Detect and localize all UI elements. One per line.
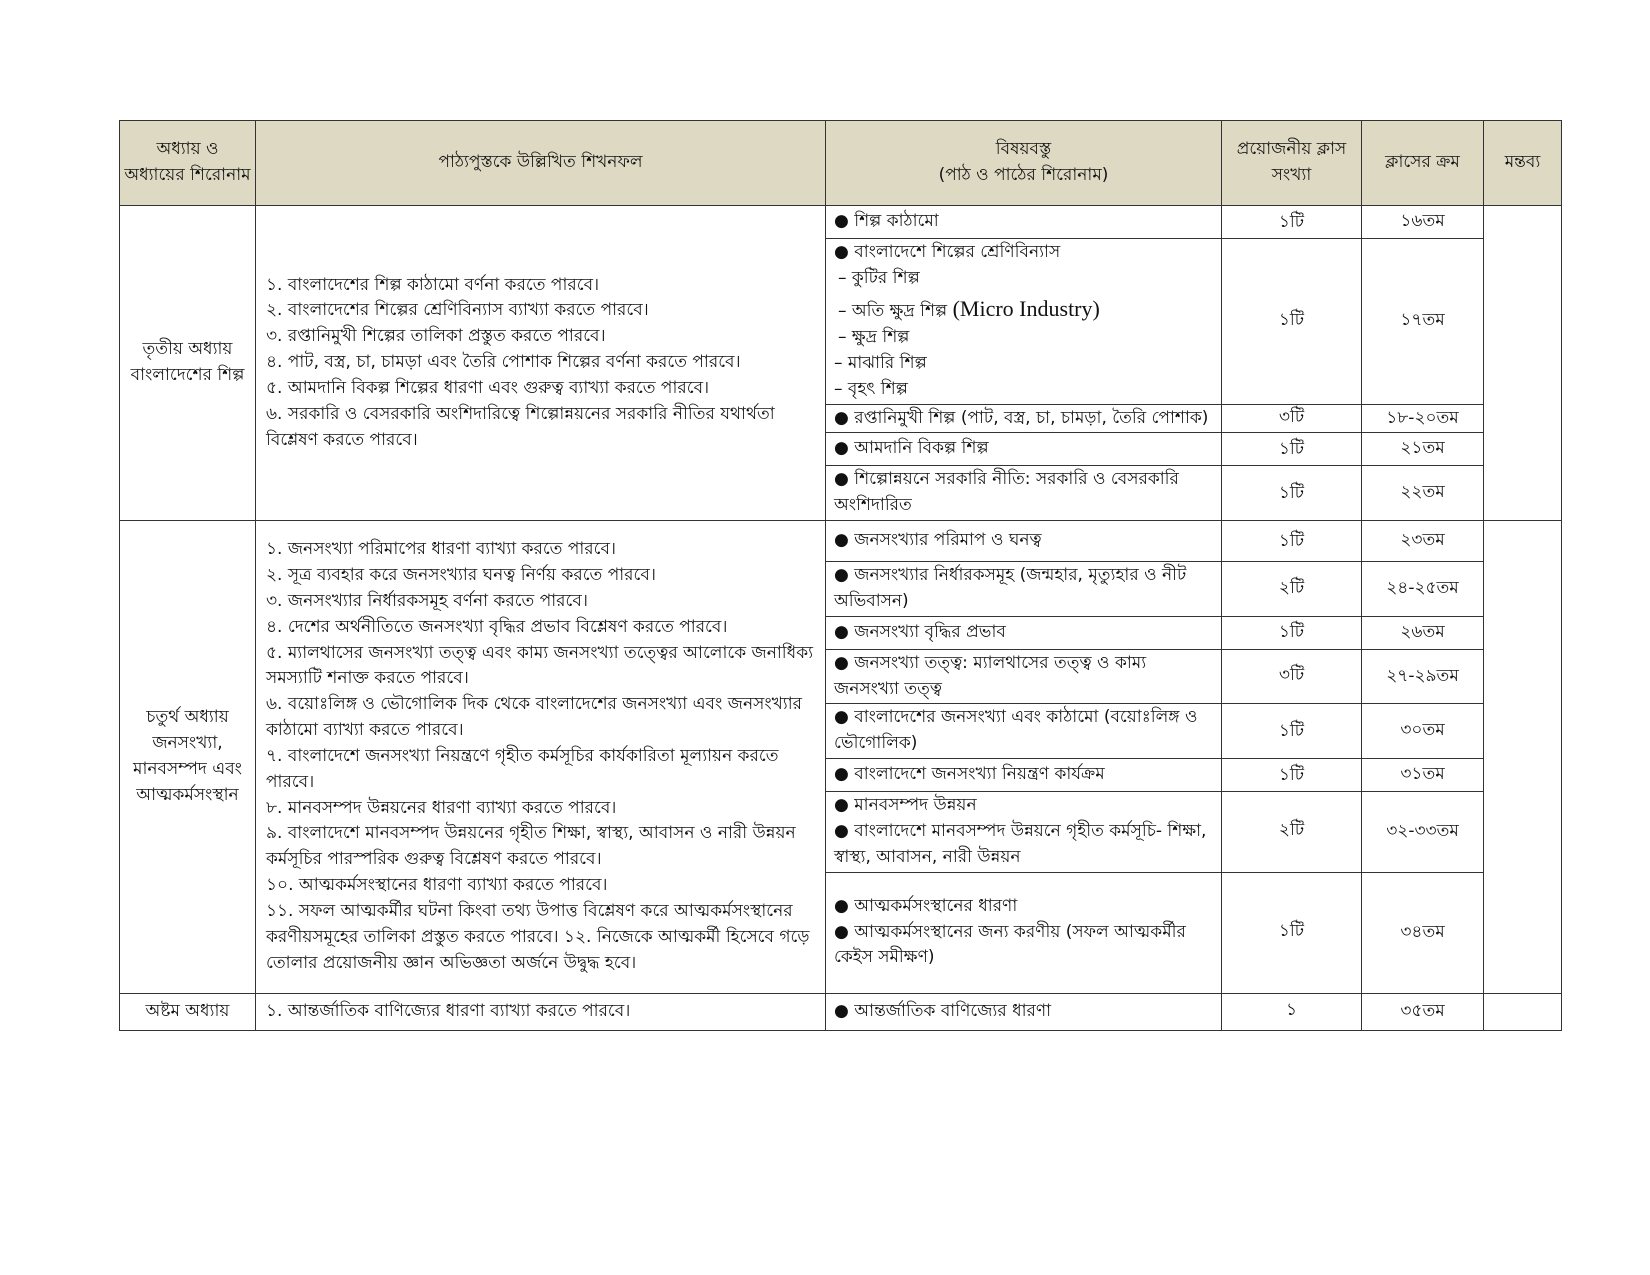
outcome-item: ২. বাংলাদেশের শিল্পের শ্রেণিবিন্যাস ব্যাখ্যা করতে পারবে। bbox=[266, 300, 649, 321]
outcome-item: ১০. আত্মকর্মসংস্থানের ধারণা ব্যাখ্যা করতে পারবে। bbox=[266, 875, 608, 896]
table-row bbox=[120, 206, 1562, 239]
class-order: ৩৫তম bbox=[1362, 993, 1484, 1030]
outcome-item: ৫. ম্যালথাসের জনসংখ্যা তত্ত্ব এবং কাম্য জনসংখ্যা তত্ত্বের আলোকে জনাধিক্য সমস্যাটি শনাক্ত করতে পারবে। bbox=[266, 642, 814, 689]
class-count: ১টি bbox=[1222, 759, 1362, 792]
topic-subitem: – ক্ষুদ্র শিল্প bbox=[838, 327, 910, 348]
chapter-title: চতুর্থ অধ্যায় জনসংখ্যা, মানবসম্পদ এবং আত্মকর্মসংস্থান bbox=[120, 521, 256, 993]
header-row bbox=[120, 121, 1562, 206]
class-order: ৩১তম bbox=[1362, 759, 1484, 792]
class-order: ১৮-২০তম bbox=[1362, 404, 1484, 433]
class-count: ৩টি bbox=[1222, 649, 1362, 704]
header-topic bbox=[826, 121, 1222, 206]
class-order: ২৪-২৫তম bbox=[1362, 562, 1484, 617]
class-order: ১৭তম bbox=[1362, 239, 1484, 405]
class-count: ২টি bbox=[1222, 792, 1362, 872]
outcome-item: ১. জনসংখ্যা পরিমাপের ধারণা ব্যাখ্যা করতে পারবে। bbox=[266, 539, 617, 560]
header-class-order: ক্লাসের ক্রম bbox=[1362, 121, 1484, 206]
class-count: ৩টি bbox=[1222, 404, 1362, 433]
header-remarks: মন্তব্য bbox=[1484, 121, 1562, 206]
topic-line: ● আত্মকর্মসংস্থানের জন্য করণীয় (সফল আত্মকর্মীর কেইস সমীক্ষণ) bbox=[834, 921, 1186, 968]
class-order: ১৬তম bbox=[1362, 206, 1484, 239]
topic-line: ● বাংলাদেশে মানবসম্পদ উন্নয়নে গৃহীত কর্মসূচি- শিক্ষা, স্বাস্থ্য, আবাসন, নারী উন্নয়ন bbox=[834, 820, 1207, 867]
class-order: ২৩তম bbox=[1362, 521, 1484, 562]
class-count: ১টি bbox=[1222, 704, 1362, 759]
topic-cell: ● শিল্পোন্নয়নে সরকারি নীতি: সরকারি ও বেসরকারি অংশিদারিত bbox=[826, 466, 1222, 521]
class-count: ১টি bbox=[1222, 206, 1362, 239]
topic-cell: ● জনসংখ্যা বৃদ্ধির প্রভাব bbox=[826, 616, 1222, 649]
header-topic-line2: (পাঠ ও পাঠের শিরোনাম) bbox=[938, 165, 1109, 185]
chapter-outcomes bbox=[256, 521, 826, 993]
remarks-cell bbox=[1484, 206, 1562, 521]
outcome-item: ৬. সরকারি ও বেসরকারি অংশিদারিত্বে শিল্পোন্নয়নের সরকারি নীতির যথার্থতা বিশ্লেষণ করতে পারবে। bbox=[266, 403, 775, 450]
remarks-cell bbox=[1484, 521, 1562, 993]
topic-subitem bbox=[834, 292, 1215, 325]
topic-cell: ● জনসংখ্যার পরিমাপ ও ঘনত্ব bbox=[826, 521, 1222, 562]
class-order: ৩৪তম bbox=[1362, 872, 1484, 993]
lesson-plan-table bbox=[119, 120, 1562, 1031]
remarks-cell bbox=[1484, 993, 1562, 1030]
topic-line: ● মানবসম্পদ উন্নয়ন bbox=[834, 795, 977, 816]
class-order: ২২তম bbox=[1362, 466, 1484, 521]
topic-subitem: – কুটির শিল্প bbox=[838, 267, 920, 288]
header-chapter: অধ্যায় ও অধ্যায়ের শিরোনাম bbox=[120, 121, 256, 206]
topic-subitem: – বৃহৎ শিল্প bbox=[834, 378, 908, 399]
outcome-item: ২. সূত্র ব্যবহার করে জনসংখ্যার ঘনত্ব নির্ণয় করতে পারবে। bbox=[266, 565, 656, 586]
outcome-item: ১১. সফল আত্মকর্মীর ঘটনা কিংবা তথ্য উপাত্ত বিশ্লেষণ করে আত্মকর্মসংস্থানের করণীয়সমূহের তালিকা প্রস্তুত করতে পারবে। ১২. নিজেকে আত্মকর্মী হিসেবে গড়ে তোলার প্রয়োজনীয় জ্ঞান অভিজ্ঞতা অর্জনে উদ্বুদ্ধ হবে। bbox=[266, 900, 810, 973]
class-count: ১টি bbox=[1222, 466, 1362, 521]
topic-cell: ● জনসংখ্যার নির্ধারকসমূহ (জন্মহার, মৃত্যুহার ও নীট অভিবাসন) bbox=[826, 562, 1222, 617]
chapter-outcomes bbox=[256, 206, 826, 521]
header-topic-line1: বিষয়বস্তু bbox=[995, 139, 1052, 160]
class-order: ২১তম bbox=[1362, 433, 1484, 466]
topic-line: ● আত্মকর্মসংস্থানের ধারণা bbox=[834, 895, 1018, 916]
class-count: ১ bbox=[1222, 993, 1362, 1030]
outcome-item: ৭. বাংলাদেশে জনসংখ্যা নিয়ন্ত্রণে গৃহীত কর্মসূচির কার্যকারিতা মূল্যায়ন করতে পারবে। bbox=[266, 745, 779, 792]
chapter-title: তৃতীয় অধ্যায় বাংলাদেশের শিল্প bbox=[120, 206, 256, 521]
table-row bbox=[120, 993, 1562, 1030]
outcome-item: ৩. রপ্তানিমুখী শিল্পের তালিকা প্রস্তুত করতে পারবে। bbox=[266, 326, 606, 347]
class-order: ৩০তম bbox=[1362, 704, 1484, 759]
class-order: ২৭-২৯তম bbox=[1362, 649, 1484, 704]
topic-cell: ● বাংলাদেশে জনসংখ্যা নিয়ন্ত্রণ কার্যক্রম bbox=[826, 759, 1222, 792]
topic-cell: ● জনসংখ্যা তত্ত্ব: ম্যালথাসের তত্ত্ব ও কাম্য জনসংখ্যা তত্ত্ব bbox=[826, 649, 1222, 704]
class-count: ১টি bbox=[1222, 239, 1362, 405]
class-order: ৩২-৩৩তম bbox=[1362, 792, 1484, 872]
outcome-item: ১. আন্তর্জাতিক বাণিজ্যের ধারণা ব্যাখ্যা করতে পারবে। bbox=[266, 1000, 631, 1021]
topic-subitem: – মাঝারি শিল্প bbox=[834, 352, 927, 373]
outcome-item: ৩. জনসংখ্যার নির্ধারকসমূহ বর্ণনা করতে পারবে। bbox=[266, 590, 588, 611]
class-count: ২টি bbox=[1222, 562, 1362, 617]
topic-cell bbox=[826, 239, 1222, 405]
topic-cell bbox=[826, 792, 1222, 872]
topic-subitem-english: (Micro Industry) bbox=[952, 295, 1100, 321]
header-outcomes: পাঠ্যপুস্তকে উল্লিখিত শিখনফল bbox=[256, 121, 826, 206]
class-count: ১টি bbox=[1222, 521, 1362, 562]
topic-line: ● বাংলাদেশে শিল্পের শ্রেণিবিন্যাস bbox=[834, 242, 1061, 262]
outcome-item: ৪. পাট, বস্ত্র, চা, চামড়া এবং তৈরি পোশাক শিল্পের বর্ণনা করতে পারবে। bbox=[266, 352, 741, 373]
outcome-item: ৮. মানবসম্পদ উন্নয়নের ধারণা ব্যাখ্যা করতে পারবে। bbox=[266, 797, 617, 818]
chapter-title: অষ্টম অধ্যায় bbox=[120, 993, 256, 1030]
outcome-item: ৯. বাংলাদেশে মানবসম্পদ উন্নয়নের গৃহীত শিক্ষা, স্বাস্থ্য, আবাসন ও নারী উন্নয়ন কর্মসূচির পারস্পরিক গুরুত্ব বিশ্লেষণ করতে পারবে। bbox=[266, 823, 796, 870]
topic-cell: ● বাংলাদেশের জনসংখ্যা এবং কাঠামো (বয়োঃলিঙ্গ ও ভৌগোলিক) bbox=[826, 704, 1222, 759]
class-count: ১টি bbox=[1222, 872, 1362, 993]
header-classes-needed: প্রয়োজনীয় ক্লাস সংখ্যা bbox=[1222, 121, 1362, 206]
outcome-item: ৬. বয়োঃলিঙ্গ ও ভৌগোলিক দিক থেকে বাংলাদেশের জনসংখ্যা এবং জনসংখ্যার কাঠামো ব্যাখ্যা করতে পারবে। bbox=[266, 694, 803, 741]
topic-cell: ● আন্তর্জাতিক বাণিজ্যের ধারণা bbox=[826, 993, 1222, 1030]
outcome-item: ১. বাংলাদেশের শিল্প কাঠামো বর্ণনা করতে পারবে। bbox=[266, 274, 600, 295]
class-order: ২৬তম bbox=[1362, 616, 1484, 649]
topic-cell bbox=[826, 872, 1222, 993]
topic-cell: ● শিল্প কাঠামো bbox=[826, 206, 1222, 239]
topic-subitem-label: – অতি ক্ষুদ্র শিল্প bbox=[838, 300, 948, 321]
topic-cell: ● রপ্তানিমুখী শিল্প (পাট, বস্ত্র, চা, চামড়া, তৈরি পোশাক) bbox=[826, 404, 1222, 433]
class-count: ১টি bbox=[1222, 433, 1362, 466]
class-count: ১টি bbox=[1222, 616, 1362, 649]
outcome-item: ৪. দেশের অর্থনীতিতে জনসংখ্যা বৃদ্ধির প্রভাব বিশ্লেষণ করতে পারবে। bbox=[266, 616, 728, 637]
topic-cell: ● আমদানি বিকল্প শিল্প bbox=[826, 433, 1222, 466]
table-row bbox=[120, 521, 1562, 562]
chapter-outcomes bbox=[256, 993, 826, 1030]
outcome-item: ৫. আমদানি বিকল্প শিল্পের ধারণা এবং গুরুত্ব ব্যাখ্যা করতে পারবে। bbox=[266, 377, 710, 398]
